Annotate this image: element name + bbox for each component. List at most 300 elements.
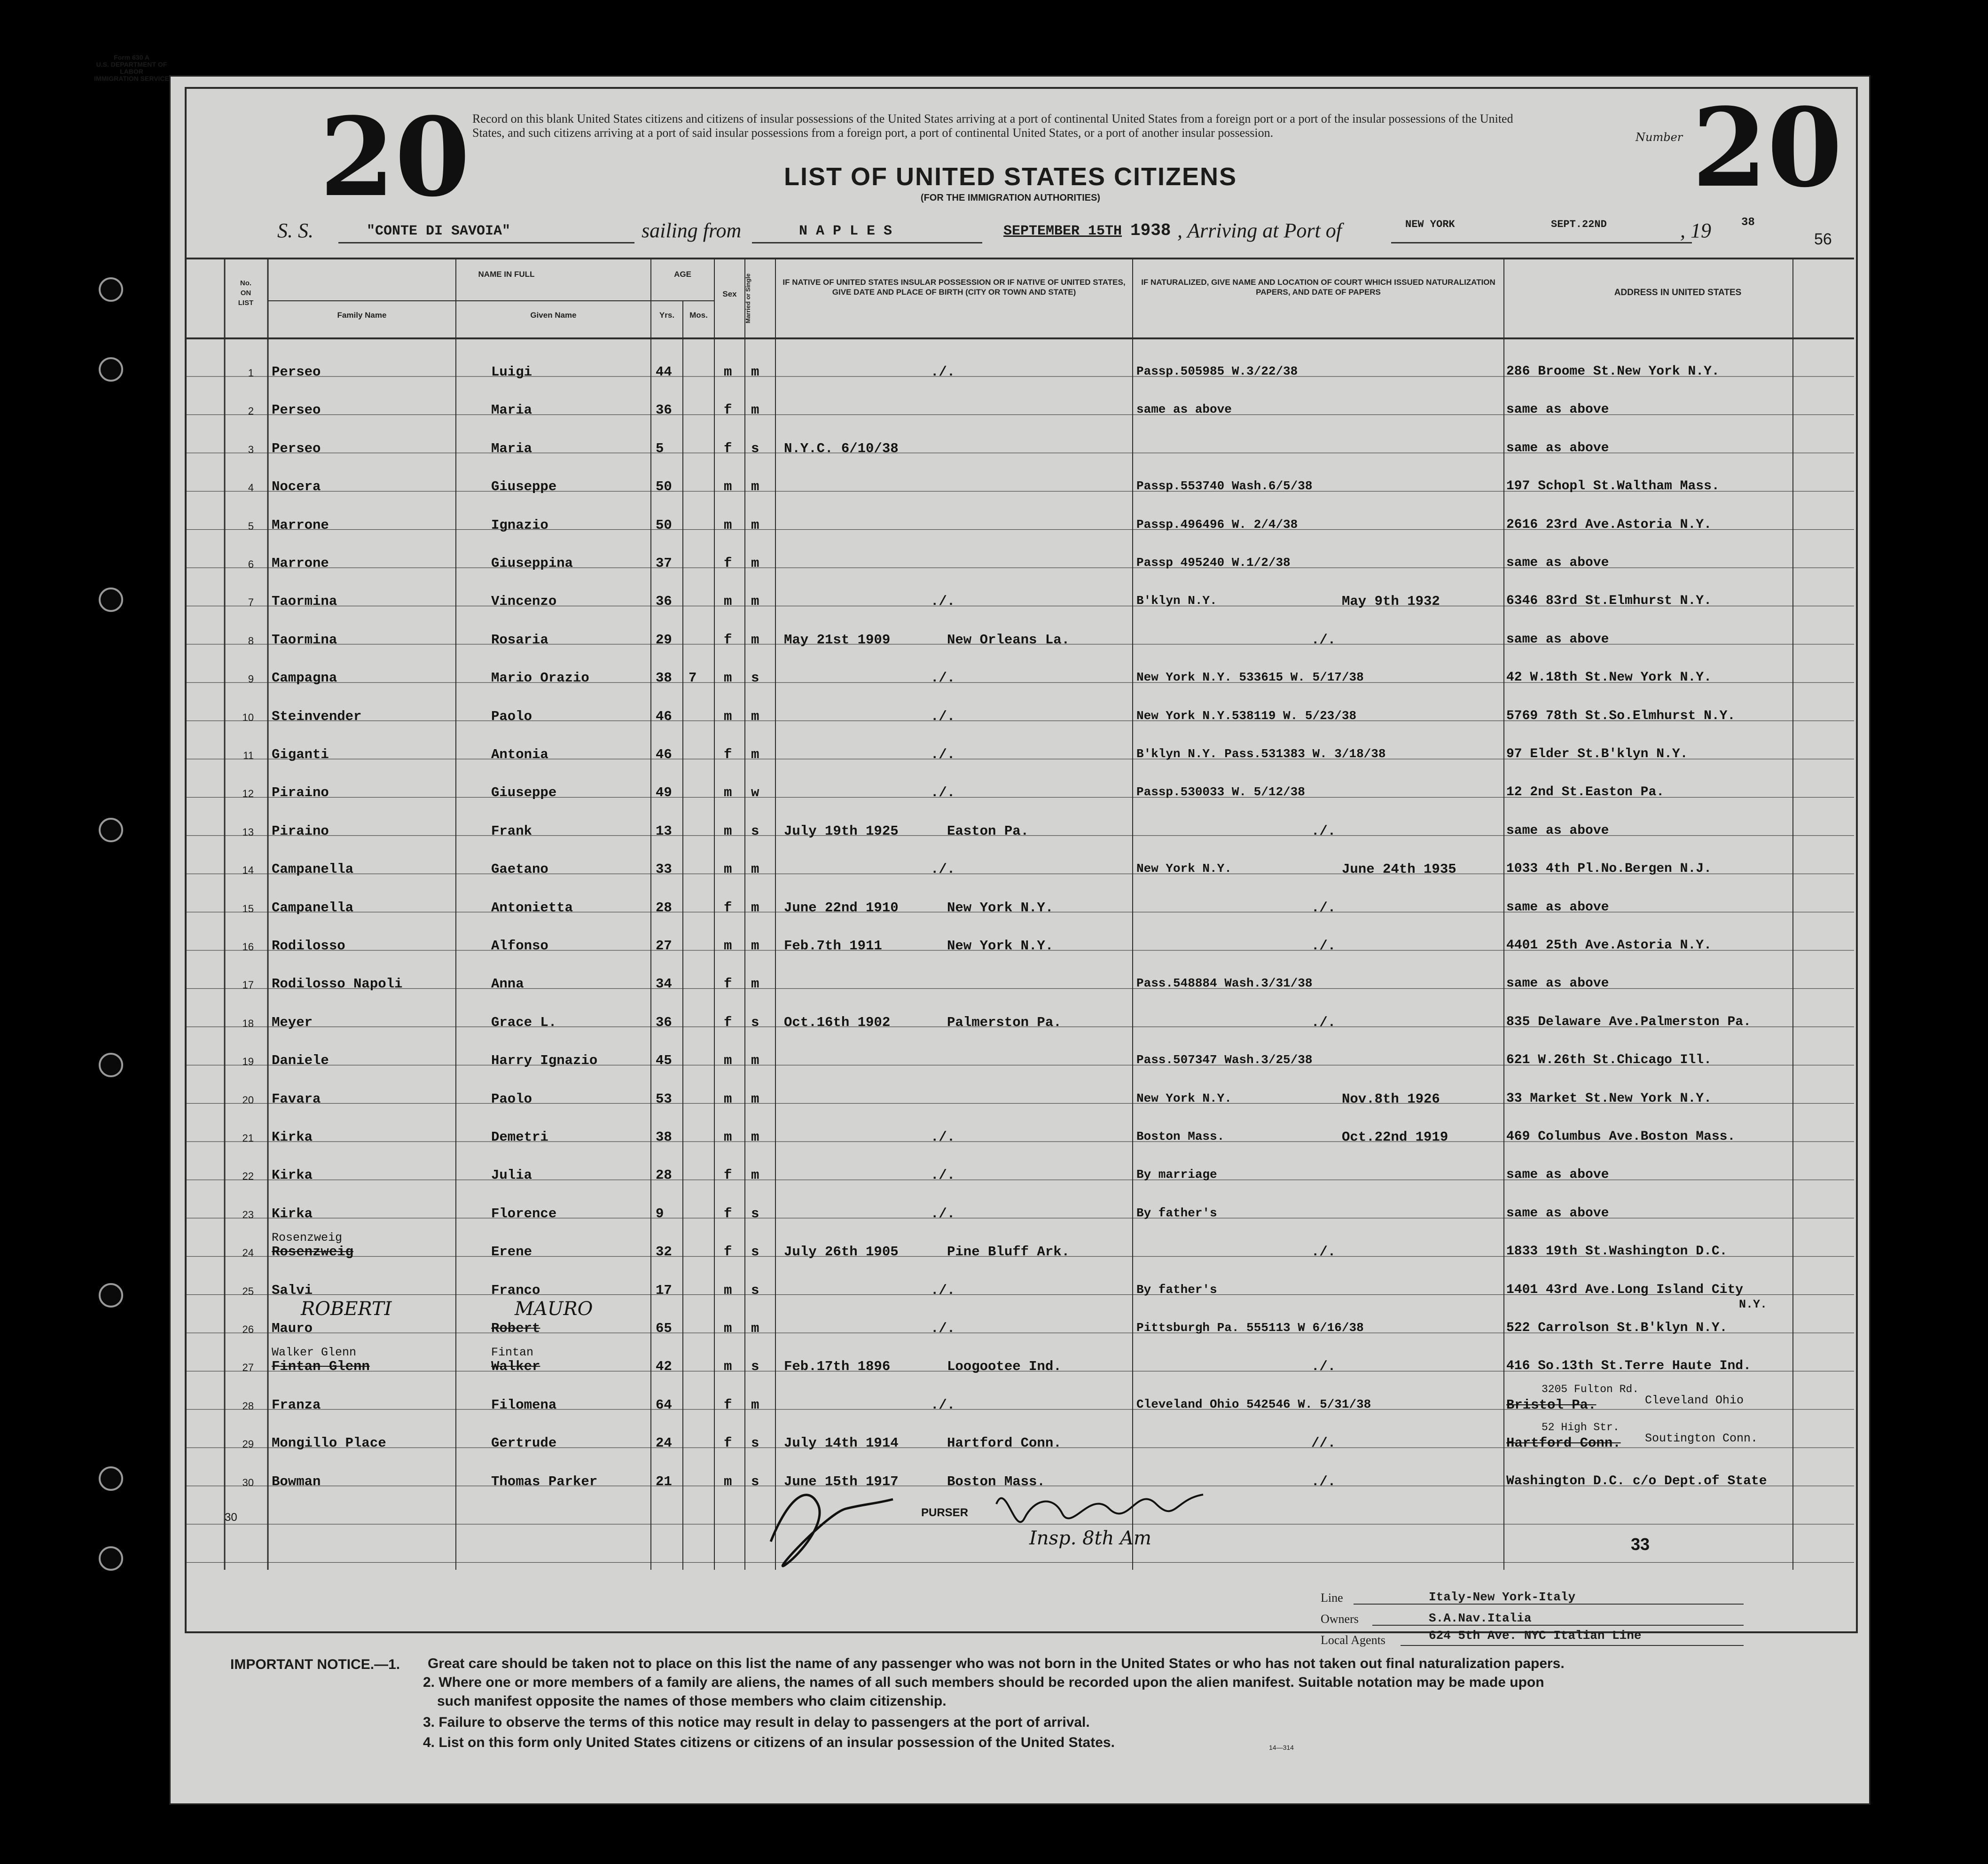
given-name: Maria bbox=[491, 402, 532, 418]
address: same as above bbox=[1506, 1206, 1609, 1221]
col-no-header: No. ON LIST bbox=[238, 279, 254, 307]
family-name: Campanella bbox=[272, 900, 354, 916]
age-years: 17 bbox=[656, 1282, 672, 1298]
given-name: Mario Orazio bbox=[491, 670, 589, 686]
sex: m bbox=[724, 785, 732, 801]
address-line-2: N.Y. bbox=[1739, 1297, 1768, 1311]
marital-status: s bbox=[751, 823, 759, 839]
address: 4401 25th Ave.Astoria N.Y. bbox=[1506, 938, 1712, 953]
naturalization-court: Passp.505985 W.3/22/38 bbox=[1136, 364, 1298, 378]
naturalization-court: B'klyn N.Y. Pass.531383 W. 3/18/38 bbox=[1136, 747, 1386, 761]
sex: m bbox=[724, 1359, 732, 1375]
birth-place: ./. bbox=[931, 862, 955, 877]
marital-status: m bbox=[751, 1167, 759, 1183]
address: 97 Elder St.B'klyn N.Y. bbox=[1506, 747, 1688, 761]
family-name: Rodilosso bbox=[272, 938, 345, 954]
birth-date: June 15th 1917 bbox=[784, 1473, 899, 1489]
family-name-correction: Walker Glenn bbox=[272, 1346, 357, 1360]
age-years: 42 bbox=[656, 1359, 672, 1375]
address-struck: Bristol Pa. bbox=[1506, 1397, 1597, 1413]
birth-date: May 21st 1909 bbox=[784, 632, 891, 648]
naturalization-court: Passp.530033 W. 5/12/38 bbox=[1136, 785, 1305, 799]
naturalization-date: ./. bbox=[1311, 632, 1336, 648]
naturalization-court: same as above bbox=[1136, 402, 1232, 417]
age-years: 21 bbox=[656, 1473, 672, 1489]
age-years: 36 bbox=[656, 594, 672, 610]
age-years: 38 bbox=[656, 670, 672, 686]
given-name: Paolo bbox=[491, 1091, 532, 1107]
family-name: Piraino bbox=[272, 785, 329, 801]
naturalization-date: June 24th 1935 bbox=[1342, 862, 1456, 877]
family-name: Favara bbox=[272, 1091, 321, 1107]
birth-place: ./. bbox=[931, 1282, 955, 1298]
owners-underline bbox=[1372, 1625, 1744, 1626]
row-number: 6 bbox=[248, 558, 254, 570]
address: 33 Market St.New York N.Y. bbox=[1506, 1091, 1712, 1106]
family-name: Franza bbox=[272, 1397, 321, 1413]
sex: f bbox=[724, 1206, 732, 1222]
sex: m bbox=[724, 364, 732, 380]
owners-value: S.A.Nav.Italia bbox=[1429, 1611, 1532, 1625]
birth-place: Hartford Conn. bbox=[947, 1435, 1062, 1451]
given-name: Anna bbox=[491, 976, 524, 992]
sex: f bbox=[724, 1435, 732, 1451]
row-number: 18 bbox=[242, 1017, 254, 1029]
age-years: 46 bbox=[656, 747, 672, 762]
age-months: 7 bbox=[689, 670, 697, 686]
birth-place: Pine Bluff Ark. bbox=[947, 1244, 1070, 1260]
col-married-header: Married or Single bbox=[744, 273, 751, 324]
age-years: 45 bbox=[656, 1053, 672, 1069]
birth-place: New York N.Y. bbox=[947, 938, 1054, 954]
age-years: 28 bbox=[656, 900, 672, 916]
address: 416 So.13th St.Terre Haute Ind. bbox=[1506, 1359, 1751, 1374]
row-number: 25 bbox=[242, 1285, 254, 1297]
address: same as above bbox=[1506, 976, 1609, 991]
form-title: LIST OF UNITED STATES CITIZENS bbox=[784, 163, 1237, 191]
row-number: 24 bbox=[242, 1247, 254, 1259]
family-name-correction: Rosenzweig bbox=[272, 1231, 343, 1245]
family-name: Campanella bbox=[272, 862, 354, 877]
address: 835 Delaware Ave.Palmerston Pa. bbox=[1506, 1014, 1751, 1029]
col-sex-header: Sex bbox=[722, 290, 737, 298]
address: 1401 43rd Ave.Long Island City bbox=[1506, 1282, 1744, 1297]
sex: f bbox=[724, 747, 732, 762]
given-name: Rosaria bbox=[491, 632, 548, 648]
given-name: Filomena bbox=[491, 1397, 557, 1413]
sex: m bbox=[724, 1091, 732, 1107]
age-years: 24 bbox=[656, 1435, 672, 1451]
naturalization-date: Nov.8th 1926 bbox=[1342, 1091, 1440, 1107]
age-years: 28 bbox=[656, 1167, 672, 1183]
age-years: 33 bbox=[656, 862, 672, 877]
col-address-header: ADDRESS IN UNITED STATES bbox=[1614, 288, 1742, 298]
col-naturalized-header: IF NATURALIZED, GIVE NAME AND LOCATION OF COURT WHICH ISSUED NATURALIZATION PAPERS, AND DATE OF PAPERS bbox=[1141, 278, 1495, 297]
age-years: 36 bbox=[656, 402, 672, 418]
col-birth-header: IF NATIVE OF UNITED STATES INSULAR POSSESSION OR IF NATIVE OF UNITED STATES, GIVE DATE AND PLACE OF BIRTH (CITY OR TOWN AND STATE) bbox=[783, 278, 1126, 297]
given-name: Maria bbox=[491, 440, 532, 456]
birth-date: July 19th 1925 bbox=[784, 823, 899, 839]
birth-place: ./. bbox=[931, 670, 955, 686]
birth-place: Boston Mass. bbox=[947, 1473, 1045, 1489]
marital-status: m bbox=[751, 594, 759, 610]
naturalization-court: B'klyn N.Y. bbox=[1136, 594, 1217, 608]
address: same as above bbox=[1506, 1167, 1609, 1183]
arriving-label: , Arriving at Port of bbox=[1177, 219, 1342, 242]
marital-status: m bbox=[751, 517, 759, 533]
notice-2a: 2. Where one or more members of a family are aliens, the names of all such members should be recorded upon the alien manifest. Suitable notation may be made upon bbox=[423, 1675, 1544, 1690]
row-number: 11 bbox=[243, 750, 254, 761]
naturalization-date: ./. bbox=[1311, 1359, 1336, 1375]
row-number: 8 bbox=[248, 634, 254, 647]
age-years: 50 bbox=[656, 479, 672, 495]
inspector-note: Insp. 8th Am bbox=[1029, 1527, 1151, 1549]
sex: m bbox=[724, 517, 732, 533]
given-name: Luigi bbox=[491, 364, 532, 380]
family-name: Daniele bbox=[272, 1053, 329, 1069]
age-years: 49 bbox=[656, 785, 672, 801]
given-name: Antonietta bbox=[491, 900, 573, 916]
form-identifier: Form 630 A U.S. DEPARTMENT OF LABOR IMMIGRATION SERVICE bbox=[94, 54, 169, 82]
notice-2b: such manifest opposite the names of those members who claim citizenship. bbox=[437, 1693, 947, 1709]
row-number: 27 bbox=[242, 1362, 254, 1374]
arrival-date: SEPT.22ND bbox=[1551, 219, 1607, 230]
row-number: 23 bbox=[242, 1208, 254, 1221]
sex: m bbox=[724, 479, 732, 495]
birth-place: ./. bbox=[931, 1397, 955, 1413]
address: 621 W.26th St.Chicago Ill. bbox=[1506, 1053, 1712, 1068]
family-name: Kirka bbox=[272, 1129, 313, 1145]
birth-place: ./. bbox=[931, 1321, 955, 1336]
sex: m bbox=[724, 823, 732, 839]
birth-date: Feb.7th 1911 bbox=[784, 938, 882, 954]
naturalization-court: Pass.507347 Wash.3/25/38 bbox=[1136, 1053, 1313, 1067]
family-name: Giganti bbox=[272, 747, 329, 762]
age-years: 9 bbox=[656, 1206, 664, 1222]
sex: f bbox=[724, 632, 732, 648]
family-name: Perseo bbox=[272, 440, 321, 456]
row-number: 5 bbox=[248, 520, 254, 532]
row-number: 21 bbox=[242, 1132, 254, 1144]
sex: m bbox=[724, 670, 732, 686]
sex: m bbox=[724, 1053, 732, 1069]
list-number-left: 20 bbox=[320, 94, 470, 221]
given-name: Gaetano bbox=[491, 862, 548, 877]
marital-status: m bbox=[751, 402, 759, 418]
row-number: 19 bbox=[242, 1056, 254, 1068]
naturalization-date: ./. bbox=[1311, 1244, 1336, 1260]
naturalization-date: May 9th 1932 bbox=[1342, 594, 1440, 610]
form-subtitle: (FOR THE IMMIGRATION AUTHORITIES) bbox=[920, 193, 1101, 203]
age-years: 65 bbox=[656, 1321, 672, 1336]
marital-status: m bbox=[751, 556, 759, 571]
family-name-struck: Rosenzweig bbox=[272, 1244, 354, 1260]
given-name: Alfonso bbox=[491, 938, 548, 954]
age-years: 44 bbox=[656, 364, 672, 380]
family-name: Perseo bbox=[272, 402, 321, 418]
sex: f bbox=[724, 900, 732, 916]
sex: f bbox=[724, 1244, 732, 1260]
address: 12 2nd St.Easton Pa. bbox=[1506, 785, 1665, 800]
row-number: 2 bbox=[248, 405, 254, 417]
family-name: Perseo bbox=[272, 364, 321, 380]
row-number: 22 bbox=[242, 1170, 254, 1183]
line-label: Line bbox=[1321, 1591, 1343, 1605]
birth-date: Oct.16th 1902 bbox=[784, 1014, 891, 1030]
given-name: Vincenzo bbox=[491, 594, 557, 610]
family-name: Campagna bbox=[272, 670, 337, 686]
age-years: 46 bbox=[656, 708, 672, 724]
marital-status: s bbox=[751, 1473, 759, 1489]
birth-place: New York N.Y. bbox=[947, 900, 1054, 916]
address-line-2: Cleveland Ohio bbox=[1645, 1393, 1744, 1407]
family-name-struck: Fintan Glenn bbox=[272, 1359, 370, 1375]
age-years: 5 bbox=[656, 440, 664, 456]
marital-status: m bbox=[751, 900, 759, 916]
naturalization-court: New York N.Y. bbox=[1136, 1091, 1232, 1105]
col-age-header: AGE bbox=[674, 270, 691, 279]
marital-status: m bbox=[751, 1397, 759, 1413]
given-name: Erene bbox=[491, 1244, 532, 1260]
line-value: Italy-New York-Italy bbox=[1429, 1590, 1576, 1604]
col-name-header: NAME IN FULL bbox=[478, 270, 535, 279]
col-given-header: Given Name bbox=[530, 311, 577, 320]
row-number: 16 bbox=[242, 941, 254, 953]
birth-place: Palmerston Pa. bbox=[947, 1014, 1062, 1030]
family-name: Nocera bbox=[272, 479, 321, 495]
marital-status: m bbox=[751, 747, 759, 762]
birth-place: New Orleans La. bbox=[947, 632, 1070, 648]
family-name: Kirka bbox=[272, 1206, 313, 1222]
row-number: 12 bbox=[242, 788, 254, 800]
naturalization-date: ./. bbox=[1311, 823, 1336, 839]
naturalization-date: ./. bbox=[1311, 1014, 1336, 1030]
naturalization-court: By father's bbox=[1136, 1206, 1217, 1220]
col-yrs-header: Yrs. bbox=[659, 311, 675, 320]
row-number: 1 bbox=[248, 367, 254, 379]
agents-underline bbox=[1401, 1645, 1744, 1646]
sailing-label: sailing from bbox=[642, 219, 742, 242]
family-name: Bowman bbox=[272, 1473, 321, 1489]
naturalization-court: New York N.Y.538119 W. 5/23/38 bbox=[1136, 708, 1357, 723]
arrival-year: 38 bbox=[1741, 216, 1755, 229]
margin-total: 33 bbox=[1631, 1535, 1650, 1554]
naturalization-court: Pittsburgh Pa. 555113 W 6/16/38 bbox=[1136, 1321, 1364, 1335]
purser-signature bbox=[751, 1473, 1292, 1579]
age-years: 50 bbox=[656, 517, 672, 533]
sex: f bbox=[724, 440, 732, 456]
address: Washington D.C. c/o Dept.of State bbox=[1506, 1473, 1767, 1488]
address-struck: Hartford Conn. bbox=[1506, 1435, 1621, 1451]
naturalization-court: Boston Mass. bbox=[1136, 1129, 1225, 1143]
birth-place: ./. bbox=[931, 364, 955, 380]
birth-place: Loogootee Ind. bbox=[947, 1359, 1062, 1375]
birth-date: July 26th 1905 bbox=[784, 1244, 899, 1260]
age-years: 34 bbox=[656, 976, 672, 992]
sex: m bbox=[724, 938, 732, 954]
naturalization-court: By father's bbox=[1136, 1282, 1217, 1297]
family-name: Salvi bbox=[272, 1282, 313, 1298]
address-correction: 3205 Fulton Rd. bbox=[1542, 1383, 1639, 1395]
marital-status: m bbox=[751, 1129, 759, 1145]
ss-label: S. S. bbox=[277, 219, 313, 242]
given-name: Paolo bbox=[491, 708, 532, 724]
row-number: 20 bbox=[242, 1094, 254, 1106]
row-number: 15 bbox=[242, 902, 254, 915]
family-name: Meyer bbox=[272, 1014, 313, 1030]
age-years: 13 bbox=[656, 823, 672, 839]
given-name: Florence bbox=[491, 1206, 557, 1222]
address: 42 W.18th St.New York N.Y. bbox=[1506, 670, 1712, 685]
sex: m bbox=[724, 1321, 732, 1336]
line-underline bbox=[1354, 1604, 1744, 1605]
address-line-2: Soutington Conn. bbox=[1645, 1432, 1758, 1446]
naturalization-court: New York N.Y. 533615 W. 5/17/38 bbox=[1136, 670, 1364, 685]
year-prefix: , 19 bbox=[1680, 219, 1711, 242]
birth-place: ./. bbox=[931, 747, 955, 762]
family-name: Mauro bbox=[272, 1321, 313, 1336]
sex: m bbox=[724, 594, 732, 610]
family-name: Taormina bbox=[272, 594, 337, 610]
birth-place: ./. bbox=[931, 1129, 955, 1145]
address: 197 Schopl St.Waltham Mass. bbox=[1506, 479, 1720, 494]
purser-label: PURSER bbox=[921, 1506, 969, 1519]
page-number: 56 bbox=[1814, 230, 1832, 248]
marital-status: s bbox=[751, 1282, 759, 1298]
given-name-correction: Fintan bbox=[491, 1346, 534, 1360]
family-name: Piraino bbox=[272, 823, 329, 839]
birth-date: N.Y.C. 6/10/38 bbox=[784, 440, 899, 456]
marital-status: s bbox=[751, 1244, 759, 1260]
form-preamble: Record on this blank United States citizens and citizens of insular possessions of the United States arriving at a port of continental United States from a foreign port or a port of the insular possessions of the United States, and such citizens arriving at a port of said insular possessions from a foreign port, a port of continental United States, or a port of another insular possession. bbox=[472, 112, 1513, 140]
row-number: 3 bbox=[248, 443, 254, 455]
age-years: 38 bbox=[656, 1129, 672, 1145]
port-from: N A P L E S bbox=[799, 223, 892, 239]
marital-status: m bbox=[751, 1321, 759, 1336]
agents-value: 624 5th Ave. NYC Italian Line bbox=[1429, 1629, 1642, 1643]
family-name: Steinvender bbox=[272, 708, 362, 724]
sex: m bbox=[724, 1282, 732, 1298]
marital-status: m bbox=[751, 862, 759, 877]
row-number: 14 bbox=[242, 864, 254, 877]
notice-4: 4. List on this form only United States citizens or citizens of an insular possession of the United States. bbox=[423, 1735, 1115, 1750]
naturalization-court: Passp.553740 Wash.6/5/38 bbox=[1136, 479, 1313, 493]
row-number: 13 bbox=[242, 826, 254, 838]
sex: f bbox=[724, 1014, 732, 1030]
age-years: 27 bbox=[656, 938, 672, 954]
naturalization-court: New York N.Y. bbox=[1136, 862, 1232, 876]
address: same as above bbox=[1506, 900, 1609, 915]
list-count: 30 bbox=[225, 1511, 237, 1524]
given-name: Thomas Parker bbox=[491, 1473, 598, 1489]
sex: m bbox=[724, 1473, 732, 1489]
marital-status: w bbox=[751, 785, 759, 801]
naturalization-court: Pass.548884 Wash.3/31/38 bbox=[1136, 976, 1313, 991]
number-label: Number bbox=[1636, 131, 1683, 144]
address: 469 Columbus Ave.Boston Mass. bbox=[1506, 1129, 1736, 1144]
marital-status: s bbox=[751, 1359, 759, 1375]
given-name: Giuseppina bbox=[491, 556, 573, 571]
address: 5769 78th St.So.Elmhurst N.Y. bbox=[1506, 708, 1736, 723]
given-name: Giuseppe bbox=[491, 479, 557, 495]
marital-status: m bbox=[751, 1091, 759, 1107]
row-number: 4 bbox=[248, 482, 254, 494]
given-name: Robert bbox=[491, 1321, 540, 1336]
row-number: 28 bbox=[242, 1400, 254, 1412]
address: 522 Carrolson St.B'klyn N.Y. bbox=[1506, 1321, 1728, 1335]
given-name-struck: Walker bbox=[491, 1359, 540, 1375]
address: 1033 4th Pl.No.Bergen N.J. bbox=[1506, 862, 1712, 877]
address: same as above bbox=[1506, 632, 1609, 647]
sex: f bbox=[724, 1397, 732, 1413]
age-years: 37 bbox=[656, 556, 672, 571]
given-name-handwritten: MAURO bbox=[515, 1298, 593, 1320]
address: 2616 23rd Ave.Astoria N.Y. bbox=[1506, 517, 1712, 532]
row-number: 17 bbox=[242, 979, 254, 991]
birth-date: Feb.17th 1896 bbox=[784, 1359, 891, 1375]
marital-status: s bbox=[751, 440, 759, 456]
row-number: 7 bbox=[248, 596, 254, 609]
given-name: Grace L. bbox=[491, 1014, 557, 1030]
family-name: Marrone bbox=[272, 556, 329, 571]
marital-status: s bbox=[751, 1435, 759, 1451]
family-name: Kirka bbox=[272, 1167, 313, 1183]
sex: f bbox=[724, 976, 732, 992]
naturalization-date: //. bbox=[1311, 1435, 1336, 1451]
row-number: 30 bbox=[242, 1476, 254, 1488]
notice-1: Great care should be taken not to place on this list the name of any passenger who was not born in the United States or who has not taken out final naturalization papers. bbox=[428, 1656, 1565, 1671]
sex: f bbox=[724, 402, 732, 418]
naturalization-court: Cleveland Ohio 542546 W. 5/31/38 bbox=[1136, 1397, 1371, 1411]
given-name: Harry Ignazio bbox=[491, 1053, 598, 1069]
given-name: Demetri bbox=[491, 1129, 548, 1145]
naturalization-date: ./. bbox=[1311, 938, 1336, 954]
age-years: 64 bbox=[656, 1397, 672, 1413]
list-number-right: 20 bbox=[1692, 85, 1843, 211]
marital-status: m bbox=[751, 632, 759, 648]
naturalization-court: By marriage bbox=[1136, 1167, 1217, 1182]
family-name: Taormina bbox=[272, 632, 337, 648]
notice-3: 3. Failure to observe the terms of this notice may result in delay to passengers at the port of arrival. bbox=[423, 1715, 1090, 1730]
col-mos-header: Mos. bbox=[689, 311, 708, 320]
marital-status: m bbox=[751, 364, 759, 380]
address: same as above bbox=[1506, 556, 1609, 570]
given-name: Gertrude bbox=[491, 1435, 557, 1451]
age-years: 36 bbox=[656, 1014, 672, 1030]
birth-place: ./. bbox=[931, 1206, 955, 1222]
sex: m bbox=[724, 862, 732, 877]
marital-status: m bbox=[751, 976, 759, 992]
row-number: 26 bbox=[242, 1324, 254, 1335]
sex: f bbox=[724, 1167, 732, 1183]
row-number: 29 bbox=[242, 1438, 254, 1450]
sex: m bbox=[724, 1129, 732, 1145]
sex: f bbox=[724, 556, 732, 571]
naturalization-court: Passp.496496 W. 2/4/38 bbox=[1136, 517, 1298, 532]
address: same as above bbox=[1506, 402, 1609, 417]
given-name: Julia bbox=[491, 1167, 532, 1183]
age-years: 53 bbox=[656, 1091, 672, 1107]
notice-title: IMPORTANT NOTICE.—1. bbox=[230, 1657, 400, 1672]
family-name-handwritten: ROBERTI bbox=[301, 1298, 392, 1320]
marital-status: m bbox=[751, 479, 759, 495]
col-family-header: Family Name bbox=[337, 311, 387, 320]
given-name: Frank bbox=[491, 823, 532, 839]
birth-place: ./. bbox=[931, 1167, 955, 1183]
birth-date: July 14th 1914 bbox=[784, 1435, 899, 1451]
marital-status: s bbox=[751, 1206, 759, 1222]
given-name: Franco bbox=[491, 1282, 540, 1298]
